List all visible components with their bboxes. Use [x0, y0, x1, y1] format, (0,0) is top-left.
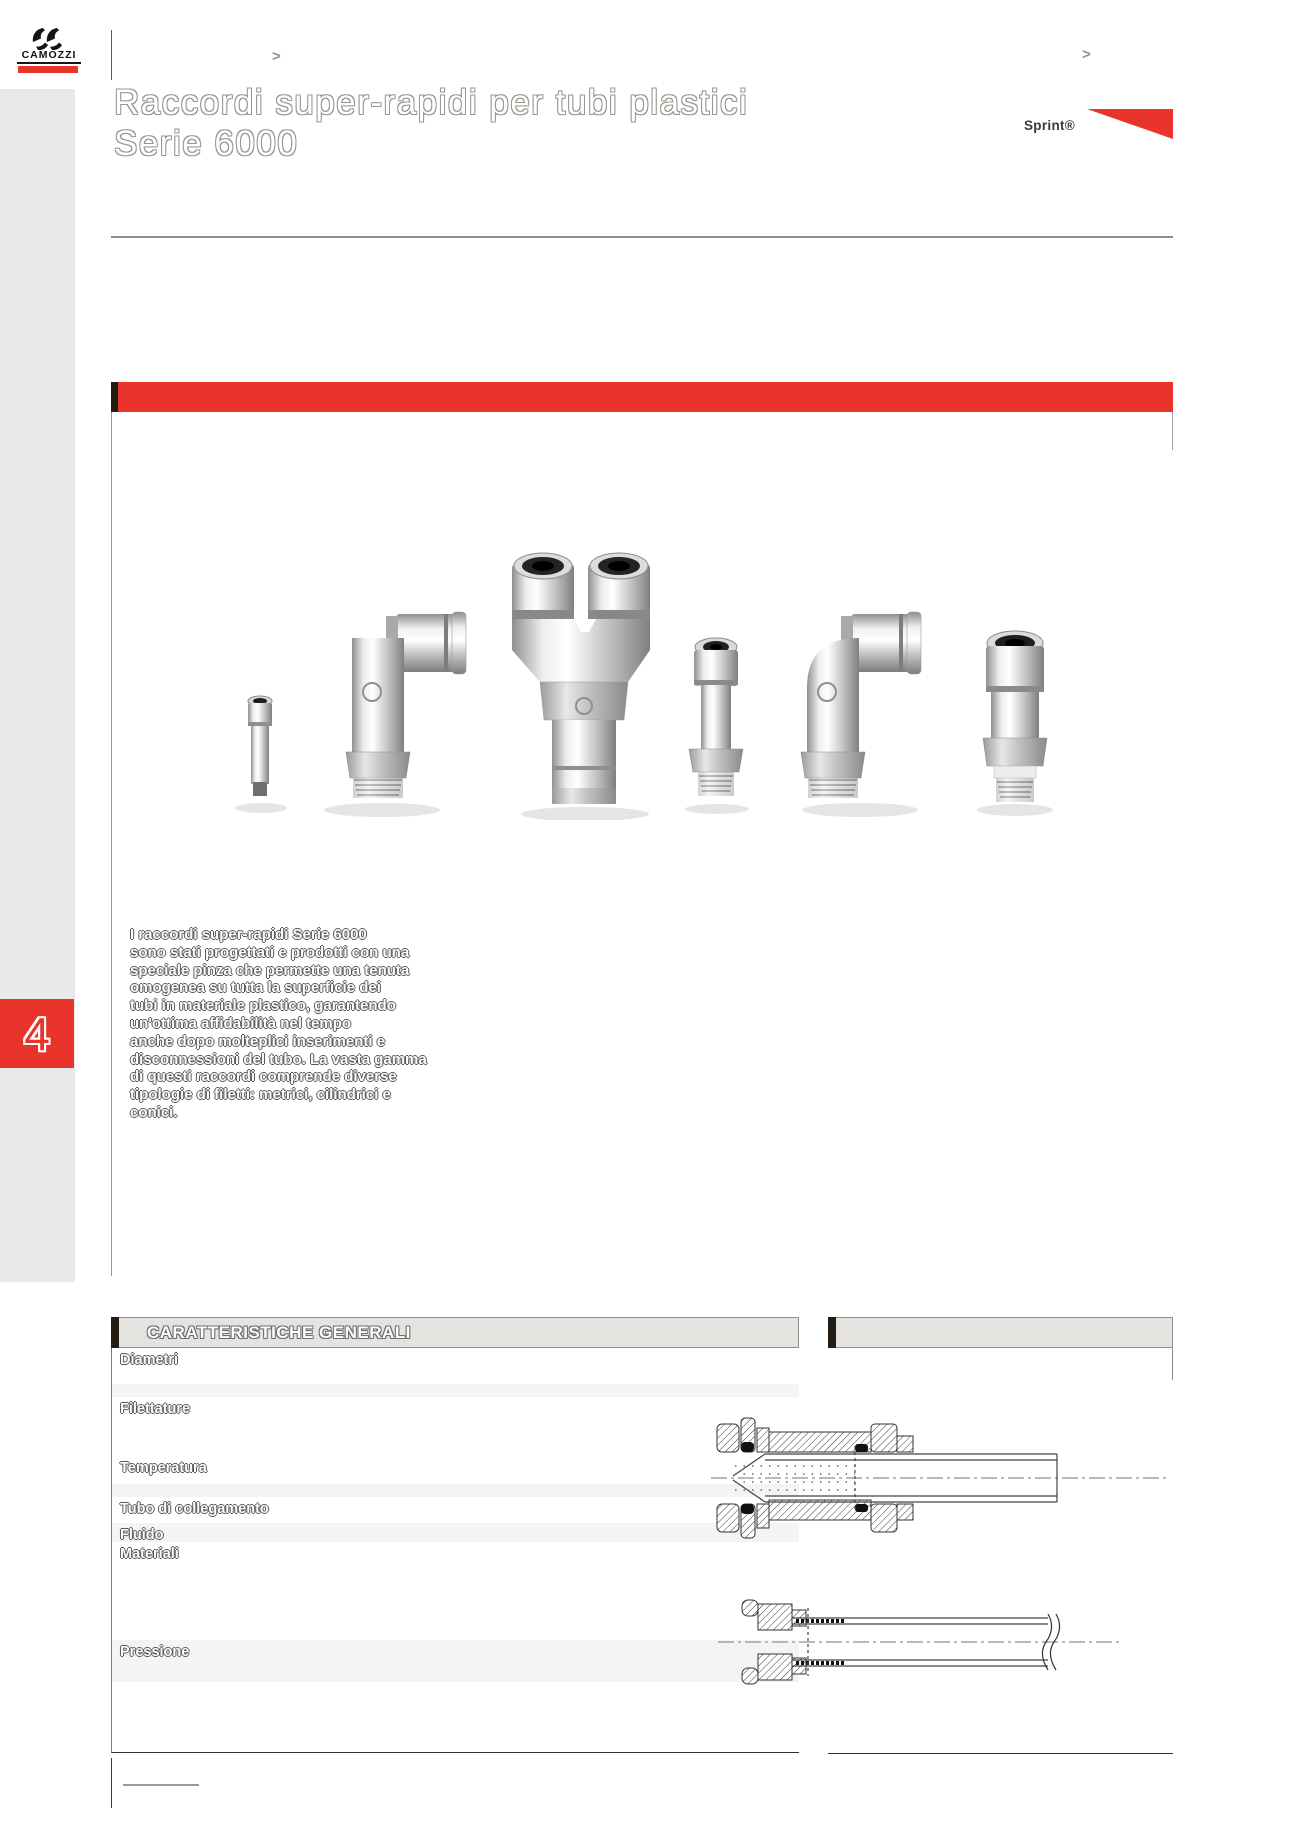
drawing-header-bar: [836, 1317, 1173, 1348]
intro-line: sono stati progettati e prodotti con una: [130, 943, 410, 961]
sidebar-strip: [0, 89, 75, 1282]
table-row: [112, 1348, 799, 1384]
table-row: [112, 1484, 799, 1497]
page-title-line1: Raccordi super-rapidi per tubi plastici: [114, 83, 749, 122]
brand-wordmark: CAMOZZI: [17, 49, 81, 64]
chapter-tab[interactable]: [0, 999, 74, 1068]
fitting-elbow-left: [346, 612, 466, 798]
intro-line: anche dopo molteplici inserimenti e: [130, 1032, 386, 1050]
header-divider: [111, 30, 112, 80]
technical-drawing-section: [705, 1408, 1175, 1548]
row-label: Temperatura: [120, 1460, 207, 1476]
sprint-flag-icon: [1087, 108, 1173, 140]
drawing-bottom-rule: [828, 1753, 1173, 1754]
section-banner-tick: [111, 382, 118, 412]
intro-line: tubi in materiale plastico, garantendo: [130, 997, 396, 1015]
characteristics-table: [111, 1348, 799, 1753]
intro-line: un'ottima affidabilità nel tempo: [130, 1014, 352, 1032]
table-row: [112, 1397, 799, 1456]
row-label: Tubo di collegamento: [120, 1501, 269, 1517]
table-row: [112, 1542, 799, 1640]
chapter-number: 4: [24, 1007, 50, 1060]
brand-red-bar: [18, 66, 78, 73]
photo-box-left-rule: [111, 412, 112, 1276]
breadcrumb-chevron-right-icon[interactable]: >: [1082, 46, 1091, 63]
footer-rule: [111, 1758, 112, 1808]
characteristics-header: [119, 1317, 799, 1348]
breadcrumb-chevron-left-icon[interactable]: >: [272, 48, 281, 65]
page-title-line2: Serie 6000: [114, 124, 299, 163]
table-row: [112, 1523, 799, 1542]
row-label: Diametri: [120, 1352, 179, 1368]
fitting-y: [512, 553, 650, 804]
technical-drawing-tube: [712, 1592, 1142, 1692]
drawing-right-rule: [1172, 1348, 1173, 1380]
fitting-straight: [983, 631, 1047, 802]
intro-line: di questi raccordi comprende diverse: [130, 1068, 397, 1086]
characteristics-title: CARATTERISTICHE GENERALI: [147, 1322, 411, 1342]
intro-line: tipologie di filetti: metrici, cilindrici e: [130, 1086, 391, 1104]
intro-paragraph: [130, 926, 427, 1122]
row-label: Pressione: [120, 1644, 190, 1660]
intro-line: disconnessioni del tubo. La vasta gamma: [130, 1050, 427, 1068]
section-red-banner: [111, 382, 1173, 412]
intro-line: conici.: [130, 1103, 178, 1121]
table-row: [112, 1682, 799, 1753]
fitting-mini: [248, 696, 272, 796]
table-row: [112, 1640, 799, 1682]
row-label: Fluido: [120, 1527, 164, 1543]
intro-line: speciale pinza che permette una tenuta: [130, 961, 410, 979]
row-label: Filettature: [120, 1401, 191, 1417]
table-row: [112, 1384, 799, 1397]
footer-dash: [123, 1784, 199, 1786]
product-photo-fittings: [200, 520, 1080, 820]
intro-line: omogenea su tutta la superficie dei: [130, 979, 381, 997]
fitting-elbow-right: [801, 612, 921, 798]
photo-box-right-rule: [1172, 412, 1173, 450]
table-row: [112, 1456, 799, 1484]
page-title: [114, 82, 748, 164]
intro-line: I raccordi super-rapidi Serie 6000: [130, 926, 367, 943]
product-line-label: Sprint®: [1024, 118, 1076, 133]
row-label: Materiali: [120, 1546, 179, 1562]
drawing-header-tick: [828, 1317, 836, 1348]
characteristics-header-tick: [111, 1317, 119, 1348]
table-row: [112, 1497, 799, 1523]
fitting-small-straight: [689, 638, 743, 796]
title-rule: [111, 236, 1173, 238]
